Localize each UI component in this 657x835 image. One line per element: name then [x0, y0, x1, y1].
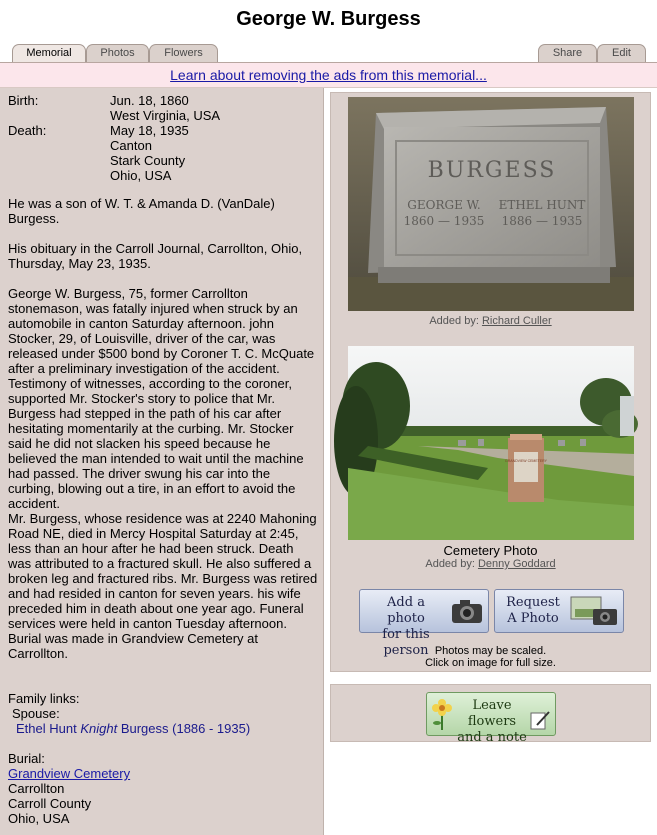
- ad-removal-bar: [0, 62, 657, 88]
- headstone-image: [348, 97, 634, 311]
- photo-camera-icon: [569, 595, 619, 627]
- request-photo-button[interactable]: [494, 589, 624, 633]
- death-county: Stark County: [110, 153, 186, 168]
- headstone-surname: BURGESS: [427, 158, 557, 183]
- death-date: May 18, 1935: [110, 123, 189, 138]
- cemetery-link[interactable]: Grandview Cemetery: [8, 766, 131, 781]
- headstone-added-label: Added by:: [429, 315, 479, 327]
- flower-icon: [430, 697, 454, 731]
- family-links-label: Family links:: [8, 691, 80, 706]
- birth-place: West Virginia, USA: [110, 108, 221, 123]
- bio-obituary-source: His obituary in the Carroll Journal, Carrollton, Ohio, Thursday, May 23, 1935.: [8, 241, 303, 271]
- spouse-link[interactable]: [16, 721, 318, 736]
- cemetery-contributor-link[interactable]: Denny Goddard: [477, 558, 556, 570]
- cemetery-photo-caption: Cemetery Photo: [443, 543, 538, 558]
- headstone-left-years: 1860 — 1935: [403, 214, 485, 228]
- headstone-right-name: ETHEL HUNT: [498, 198, 586, 212]
- burial-city: Carrollton: [8, 781, 65, 796]
- request-photo-line2: A Photo: [507, 611, 559, 626]
- vitals: [8, 93, 318, 183]
- tab-flowers[interactable]: Flowers: [149, 44, 218, 62]
- tab-bar: [0, 44, 657, 62]
- photos-fullsize-note: Click on image for full size.: [425, 657, 556, 669]
- death-city: Canton: [110, 138, 152, 153]
- spouse-first-name: Ethel Hunt: [16, 721, 77, 736]
- camera-icon: [450, 596, 484, 626]
- add-photo-line2: for this person: [382, 627, 430, 658]
- headstone-right-years: 1886 — 1935: [501, 214, 583, 228]
- spouse-label: Spouse:: [12, 706, 60, 721]
- add-photo-button[interactable]: [359, 589, 489, 658]
- headstone-contributor-link[interactable]: Richard Culler: [481, 315, 552, 327]
- family-links: [8, 691, 318, 736]
- spouse-last-name: Burgess (1886 - 1935): [120, 721, 251, 736]
- memorial-details: [0, 88, 324, 835]
- birth-label: Birth:: [8, 93, 39, 108]
- leave-flowers-button[interactable]: [426, 692, 556, 745]
- cemetery-sign-text: GRANDVIEW CEMETERY: [505, 459, 547, 463]
- tab-photos[interactable]: Photos: [86, 44, 149, 62]
- headstone-credit: [331, 315, 650, 327]
- ad-removal-link[interactable]: Learn about removing the ads from this memorial...: [170, 67, 487, 83]
- page-title: George W. Burgess: [236, 8, 421, 30]
- tab-memorial[interactable]: Memorial: [12, 44, 86, 63]
- death-state: Ohio, USA: [110, 168, 172, 183]
- flowers-line2: and a note: [457, 730, 527, 745]
- bio-obituary-text: George W. Burgess, 75, former Carrollton stonemason, was fatally injured when struck by an automobile in canton Saturday afternoon. john Stocker, 29, of Louisville, driver of the car, was released under $500 bond by Coroner T. C. McQuate after a preliminary investigation of the accident. Testimony of witnesses, according to the coroner, supported Mr. Stocker's story to police that Mr. Burgess had stepped in the path of his car after hesitating momentarily at the curbing. Mr. Stocker said he did not slacken his speed because he believed the man intended to wait until the machine had passed. The driver swung his car into the curbing, blowing out a tire, in an effort to avoid the accident.: [8, 286, 315, 511]
- cemetery-image: [348, 346, 634, 540]
- burial-state: Ohio, USA: [8, 811, 70, 826]
- headstone-photo[interactable]: [348, 97, 634, 311]
- cemetery-photo[interactable]: [348, 346, 634, 540]
- photo-box: [330, 92, 651, 672]
- cemetery-credit: [331, 558, 650, 570]
- burial-info: [8, 751, 318, 826]
- bio-parents: He was a son of W. T. & Amanda D. (VanDale) Burgess.: [8, 196, 275, 226]
- photo-column: [325, 88, 657, 835]
- spouse-maiden-name: Knight: [80, 721, 118, 736]
- photos-scaled-note: Photos may be scaled.: [434, 645, 547, 657]
- burial-county: Carroll County: [8, 796, 92, 811]
- add-photo-line1: Add a photo: [387, 595, 425, 626]
- birth-date: Jun. 18, 1860: [110, 93, 189, 108]
- cemetery-added-label: Added by:: [425, 558, 475, 570]
- tab-edit[interactable]: Edit: [597, 44, 646, 62]
- death-label: Death:: [8, 123, 47, 138]
- bio-obituary-text-2: Mr. Burgess, whose residence was at 2240 Mahoning Road NE, died in Mercy Hospital Saturday at 2:45, less than an hour after he had been struck. Death was attributed to a fractured skull. He also suffered a broken leg and fractured ribs. Mr. Burgess was retired and had resided in canton for seven years. his wife preceded him in death about one year ago. Funeral services were held in canton Tuesday afternoon. Burial was made in Grandview Cemetery at Carrollton.: [8, 511, 318, 661]
- flowers-box: [330, 684, 651, 745]
- burial-label: Burial:: [8, 751, 45, 766]
- headstone-left-name: GEORGE W.: [407, 198, 481, 212]
- tab-share[interactable]: Share: [538, 44, 597, 62]
- request-photo-line1: Request: [506, 595, 560, 610]
- note-pencil-icon: [529, 709, 551, 731]
- flowers-line1: Leave flowers: [467, 698, 517, 729]
